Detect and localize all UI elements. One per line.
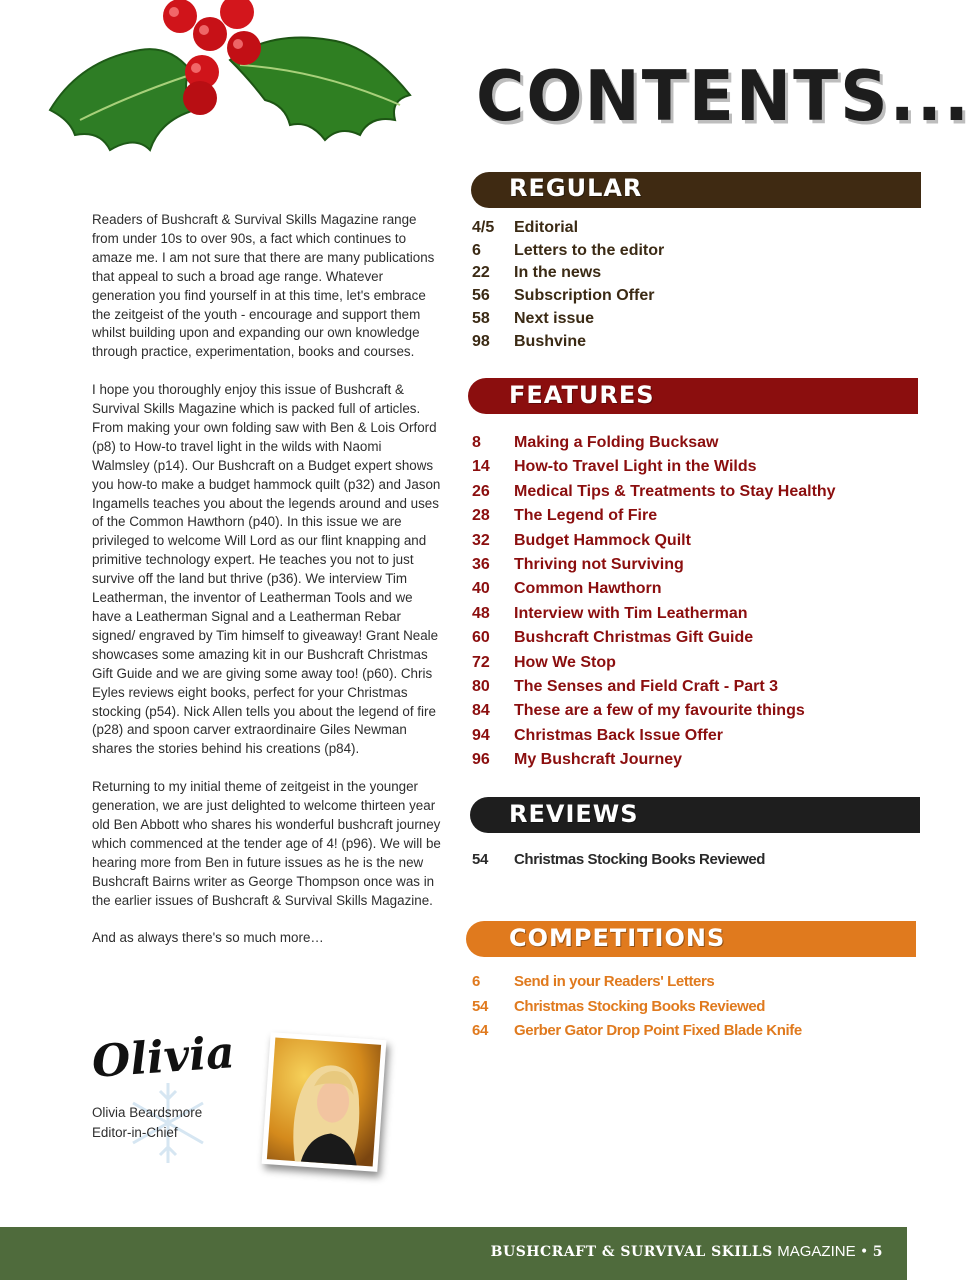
item-title: Subscription Offer [514,287,655,305]
list-item[interactable] [472,699,836,723]
section-heading-reviews: REVIEWS [509,800,639,828]
editor-photo [262,1032,387,1172]
footer-brand: BUSHCRAFT & SURVIVAL SKILLS [490,1244,773,1260]
page-number: 28 [472,507,490,525]
editor-name: Olivia Beardsmore [92,1105,203,1120]
competitions-list [472,970,802,1044]
page-number: 72 [472,653,490,671]
list-item[interactable] [472,553,836,577]
page-number: 98 [472,332,490,350]
page-number: 6 [472,241,481,259]
item-title: Budget Hammock Quilt [514,531,691,549]
page-number: 56 [472,287,490,305]
page-number: 60 [472,629,490,647]
item-title: My Bushcraft Journey [514,751,683,769]
item-title: Editorial [514,219,579,236]
list-item[interactable] [472,240,664,263]
list-item[interactable] [472,331,664,354]
list-item[interactable] [472,995,802,1020]
list-item[interactable] [472,504,836,528]
list-item[interactable] [472,262,664,285]
list-item[interactable] [472,577,836,601]
editor-role: Editor-in-Chief [92,1125,178,1140]
page-number: 58 [472,309,490,327]
section-heading-competitions: COMPETITIONS [509,924,726,952]
intro-paragraph: I hope you thoroughly enjoy this issue of Bushcraft & Survival Skills Magazine which is packed full of articles. From making your own folding saw with Ben & Lois Orford (p8) to How-to travel light in the wilds with Naomi Walmsley (p14). Our Bushcraft on a Budget expert shows you how-to make a budget hammock quilt (p32) and Jason Ingamells teaches you about the legends around and uses of the Common Hawthorn (p40). In this issue we are privileged to welcome Will Lord as our flint knapping and primitive technology expert. He teaches you not to just survive off the land but thrive (p36). We interview Tim Leatherman, the inventor of Leatherman Tools and we have a Leatherman Signal and a Leatherman Rebar signed/ engraved by Tim himself to giveaway! Grant Neale showcases some amazing kit in our Bushcraft Christmas Gift Guide and we are giving some away too! (p60). Chris Eyles reviews eight books, perfect for your Christmas stocking (p54). Nick Allen tells you about the legend of fire (p28) and spoon carver extraordinaire Giles Newman shares the stories behind his creations (p84). [92,382,441,757]
list-item[interactable] [472,651,836,675]
item-title: Bushcraft Christmas Gift Guide [514,629,754,647]
page-number: 36 [472,556,490,574]
reviews-list [472,849,765,871]
contents-title: CONTENTS... [476,56,971,137]
page-number: 80 [472,678,490,696]
item-title: How-to Travel Light in the Wilds [514,458,757,476]
editor-signature: Olivia [90,1027,237,1088]
editorial-intro [92,211,442,967]
item-title: Christmas Stocking Books Reviewed [514,997,766,1015]
list-item[interactable] [472,602,836,626]
item-title: Medical Tips & Treatments to Stay Healthy [514,482,836,500]
item-title: Christmas Stocking Books Reviewed [514,851,766,868]
page-number: 6 [472,973,480,990]
item-title: These are a few of my favourite things [514,702,805,720]
list-item[interactable] [472,455,836,479]
page-number: 22 [472,264,490,282]
intro-paragraph: Returning to my initial theme of zeitgeist in the younger generation, we are just delighted to welcome thirteen year old Ben Abbott who shares his wonderful bushcraft journey which commenced at the tender age of 4! (p96). We will be hearing more from Ben in future issues as he is the new Bushcraft Bairns writer as George Thompson once was in the earlier issues of Bushcraft & Survival Skills Magazine. [92,779,441,908]
section-heading-regular: REGULAR [509,174,643,202]
page-footer [0,1227,907,1280]
list-item[interactable] [472,285,664,308]
intro-paragraph: And as always there's so much more… [92,930,324,946]
page-number: 96 [472,751,490,769]
item-title: The Senses and Field Craft - Part 3 [514,678,779,696]
page-number-footer: 5 [872,1244,883,1260]
item-title: Letters to the editor [514,241,665,259]
list-item[interactable] [472,480,836,504]
list-item[interactable] [472,308,664,331]
page-number: 54 [472,997,488,1015]
page-number: 40 [472,580,490,598]
item-title: Making a Folding Bucksaw [514,434,719,451]
item-title: How We Stop [514,653,616,671]
item-title: Gerber Gator Drop Point Fixed Blade Knife [514,1022,802,1039]
page-number: 54 [472,851,488,868]
footer-separator: • [860,1244,869,1260]
item-title: Next issue [514,309,595,327]
page-number: 48 [472,604,490,622]
list-item[interactable] [472,748,836,772]
list-item[interactable] [472,626,836,650]
list-item[interactable] [472,849,765,871]
page-number: 8 [472,434,481,451]
page-number: 84 [472,702,490,720]
holly-illustration [40,0,430,190]
page-number: 14 [472,458,490,476]
page-number: 94 [472,726,490,744]
item-title: The Legend of Fire [514,507,658,525]
list-item[interactable] [472,675,836,699]
page-number: 26 [472,482,490,500]
item-title: Common Hawthorn [514,580,662,598]
footer-magazine-label: MAGAZINE [777,1243,856,1260]
list-item[interactable] [472,724,836,748]
item-title: Interview with Tim Leatherman [514,604,748,622]
features-list [472,431,836,773]
editor-portrait-image [267,1037,381,1166]
item-title: Christmas Back Issue Offer [514,726,723,744]
item-title: In the news [514,264,602,282]
page-number: 32 [472,531,490,549]
item-title: Bushvine [514,332,587,350]
footer-masthead [491,1243,883,1260]
list-item[interactable] [472,1019,802,1044]
list-item[interactable] [472,529,836,553]
page-number: 64 [472,1022,488,1039]
item-title: Thriving not Surviving [514,556,684,574]
list-item[interactable] [472,217,664,240]
intro-paragraph: Readers of Bushcraft & Survival Skills Magazine range from under 10s to over 90s, a fact which continues to amaze me. I am not sure that there are many publications that appeal to such a broad age range. Whatever generation you find yourself in at this time, let's embrace the zeitgeist of the youth - encourage and support them whilst building upon and expanding our own knowledge through practice, experimentation, books and courses. [92,212,435,360]
page-number: 4/5 [472,219,495,236]
list-item[interactable] [472,431,836,455]
item-title: Send in your Readers' Letters [514,973,715,990]
regular-list [472,217,664,353]
section-heading-features: FEATURES [509,381,655,409]
list-item[interactable] [472,970,802,995]
